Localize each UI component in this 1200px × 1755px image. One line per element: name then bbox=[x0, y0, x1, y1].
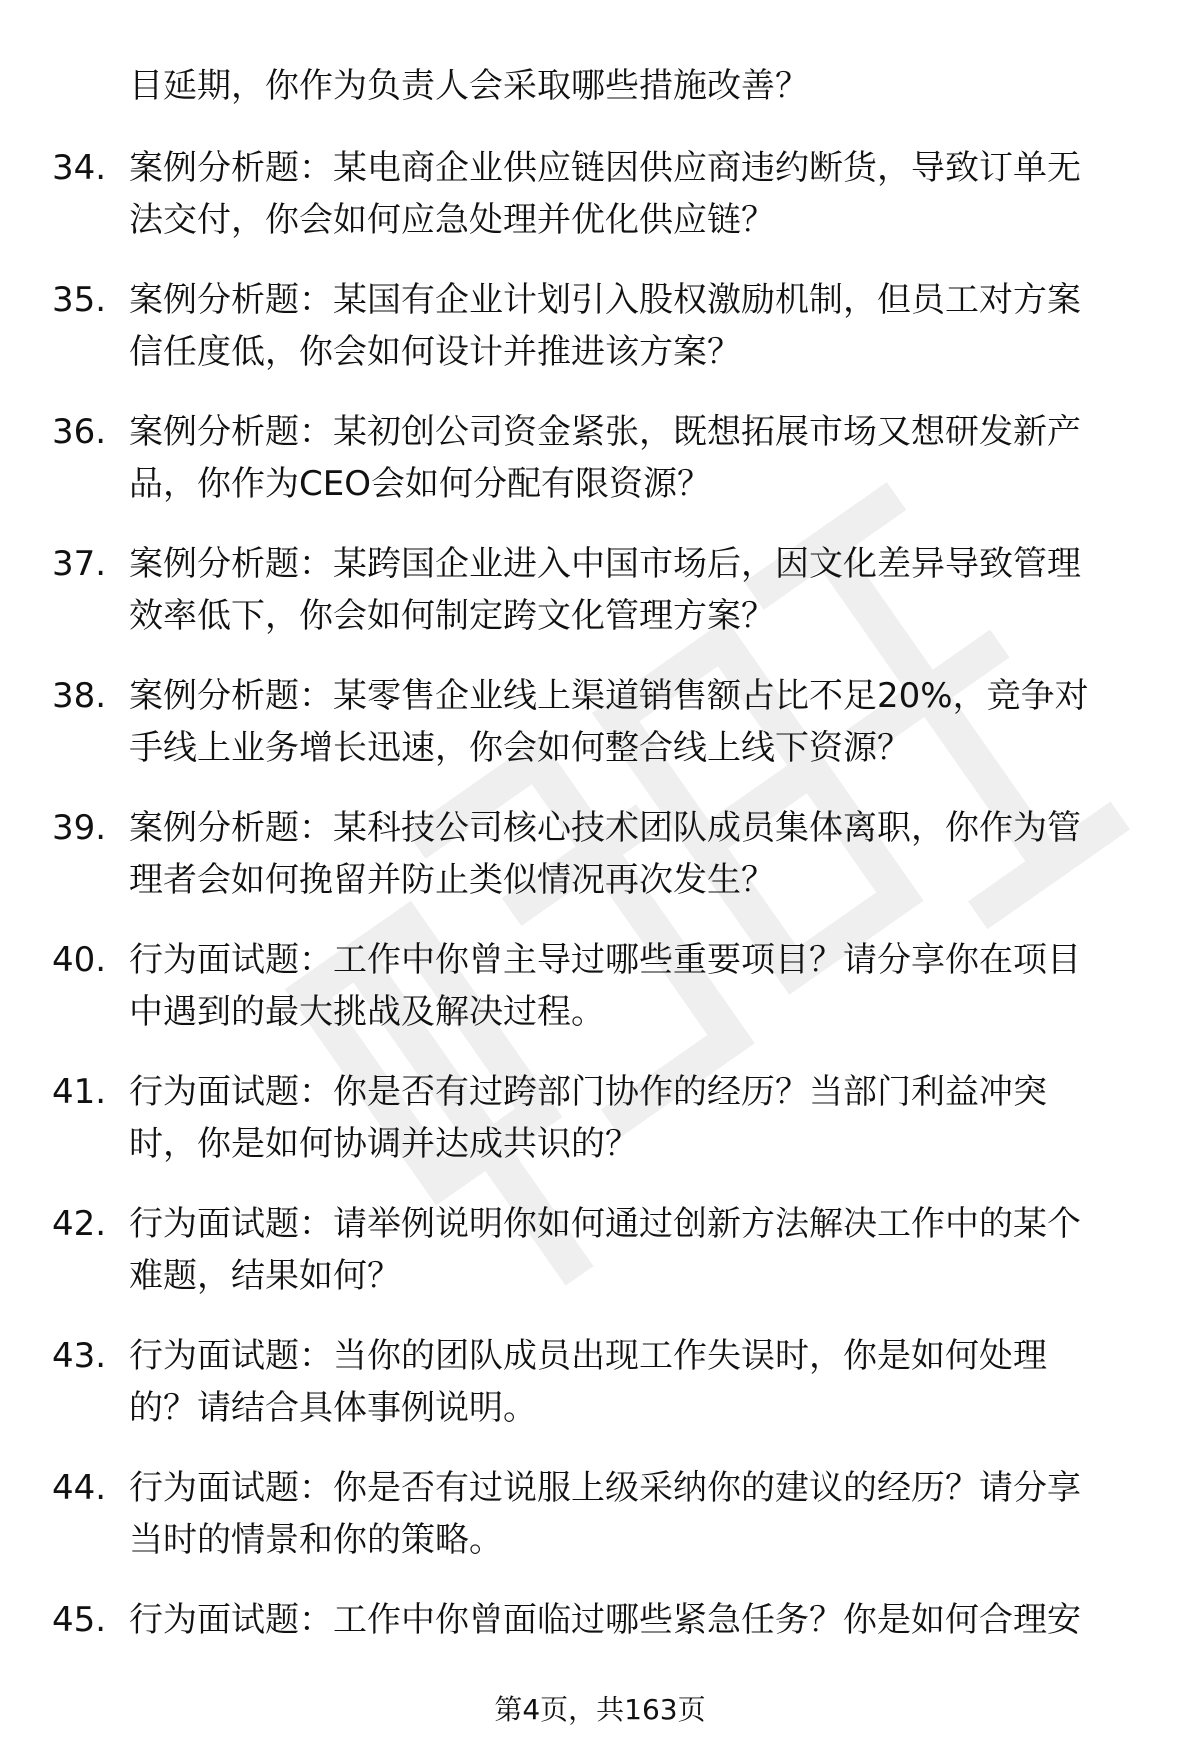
question-item bbox=[0, 1330, 1200, 1462]
question-item bbox=[0, 1198, 1200, 1330]
question-text-line: 效率低下，你会如何制定跨文化管理方案？ bbox=[129, 596, 775, 636]
question-text bbox=[129, 538, 1139, 642]
question-number: 44. bbox=[52, 1468, 107, 1508]
question-number: 38. bbox=[52, 676, 107, 716]
question-text-line: 案例分析题：某零售企业线上渠道销售额占比不足20%，竞争对 bbox=[129, 676, 1089, 716]
question-text-line: 当时的情景和你的策略。 bbox=[129, 1520, 503, 1560]
question-text-line: 的？请结合具体事例说明。 bbox=[129, 1388, 537, 1428]
question-number: 37. bbox=[52, 544, 107, 584]
question-text-line: 品，你作为CEO会如何分配有限资源？ bbox=[129, 464, 711, 504]
question-text-line: 案例分析题：某初创公司资金紧张，既想拓展市场又想研发新产 bbox=[129, 412, 1081, 452]
question-number: 35. bbox=[52, 280, 107, 320]
question-text-line: 行为面试题：你是否有过跨部门协作的经历？当部门利益冲突 bbox=[129, 1072, 1047, 1112]
question-number: 42. bbox=[52, 1204, 107, 1244]
question-number: 39. bbox=[52, 808, 107, 848]
question-text bbox=[129, 934, 1139, 1038]
question-text-line: 行为面试题：工作中你曾面临过哪些紧急任务？你是如何合理安 bbox=[129, 1600, 1081, 1640]
question-text-line: 理者会如何挽留并防止类似情况再次发生？ bbox=[129, 860, 775, 900]
question-number: 41. bbox=[52, 1072, 107, 1112]
question-text-line: 信任度低，你会如何设计并推进该方案？ bbox=[129, 332, 741, 372]
question-number: 34. bbox=[52, 148, 107, 188]
question-item bbox=[0, 142, 1200, 274]
question-item bbox=[0, 1066, 1200, 1198]
question-text-line: 行为面试题：当你的团队成员出现工作失误时，你是如何处理 bbox=[129, 1336, 1047, 1376]
question-number: 40. bbox=[52, 940, 107, 980]
question-number: 43. bbox=[52, 1336, 107, 1376]
question-text bbox=[129, 1198, 1139, 1302]
question-text bbox=[129, 1594, 1139, 1646]
question-item bbox=[0, 274, 1200, 406]
question-text bbox=[129, 1066, 1139, 1170]
question-text-line: 案例分析题：某国有企业计划引入股权激励机制，但员工对方案 bbox=[129, 280, 1081, 320]
question-text-line: 法交付，你会如何应急处理并优化供应链？ bbox=[129, 200, 775, 240]
question-item bbox=[0, 406, 1200, 538]
page-footer: 第4页，共163页 bbox=[494, 1693, 706, 1726]
question-text-line: 案例分析题：某跨国企业进入中国市场后，因文化差异导致管理 bbox=[129, 544, 1081, 584]
question-item bbox=[0, 670, 1200, 802]
question-number: 45. bbox=[52, 1600, 107, 1640]
question-text-line: 中遇到的最大挑战及解决过程。 bbox=[129, 992, 605, 1032]
question-number: 36. bbox=[52, 412, 107, 452]
question-text bbox=[129, 142, 1139, 246]
question-list bbox=[0, 142, 1200, 1726]
question-text-line: 手线上业务增长迅速，你会如何整合线上线下资源？ bbox=[129, 728, 911, 768]
question-text-line: 案例分析题：某电商企业供应链因供应商违约断货，导致订单无 bbox=[129, 148, 1081, 188]
question-text bbox=[129, 802, 1139, 906]
continuation-text: 目延期，你作为负责人会采取哪些措施改善？ bbox=[129, 66, 809, 106]
question-text bbox=[129, 406, 1139, 510]
question-text-line: 行为面试题：工作中你曾主导过哪些重要项目？请分享你在项目 bbox=[129, 940, 1081, 980]
question-text-line: 时，你是如何协调并达成共识的？ bbox=[129, 1124, 639, 1164]
question-text-line: 行为面试题：请举例说明你如何通过创新方法解决工作中的某个 bbox=[129, 1204, 1081, 1244]
question-text-line: 难题，结果如何？ bbox=[129, 1256, 401, 1296]
question-item bbox=[0, 802, 1200, 934]
question-item bbox=[0, 1462, 1200, 1594]
question-text bbox=[129, 1462, 1139, 1566]
question-text-line: 案例分析题：某科技公司核心技术团队成员集体离职，你作为管 bbox=[129, 808, 1081, 848]
question-text bbox=[129, 1330, 1139, 1434]
question-text bbox=[129, 670, 1139, 774]
question-text bbox=[129, 274, 1139, 378]
question-item bbox=[0, 934, 1200, 1066]
question-text-line: 行为面试题：你是否有过说服上级采纳你的建议的经历？请分享 bbox=[129, 1468, 1081, 1508]
question-item bbox=[0, 538, 1200, 670]
